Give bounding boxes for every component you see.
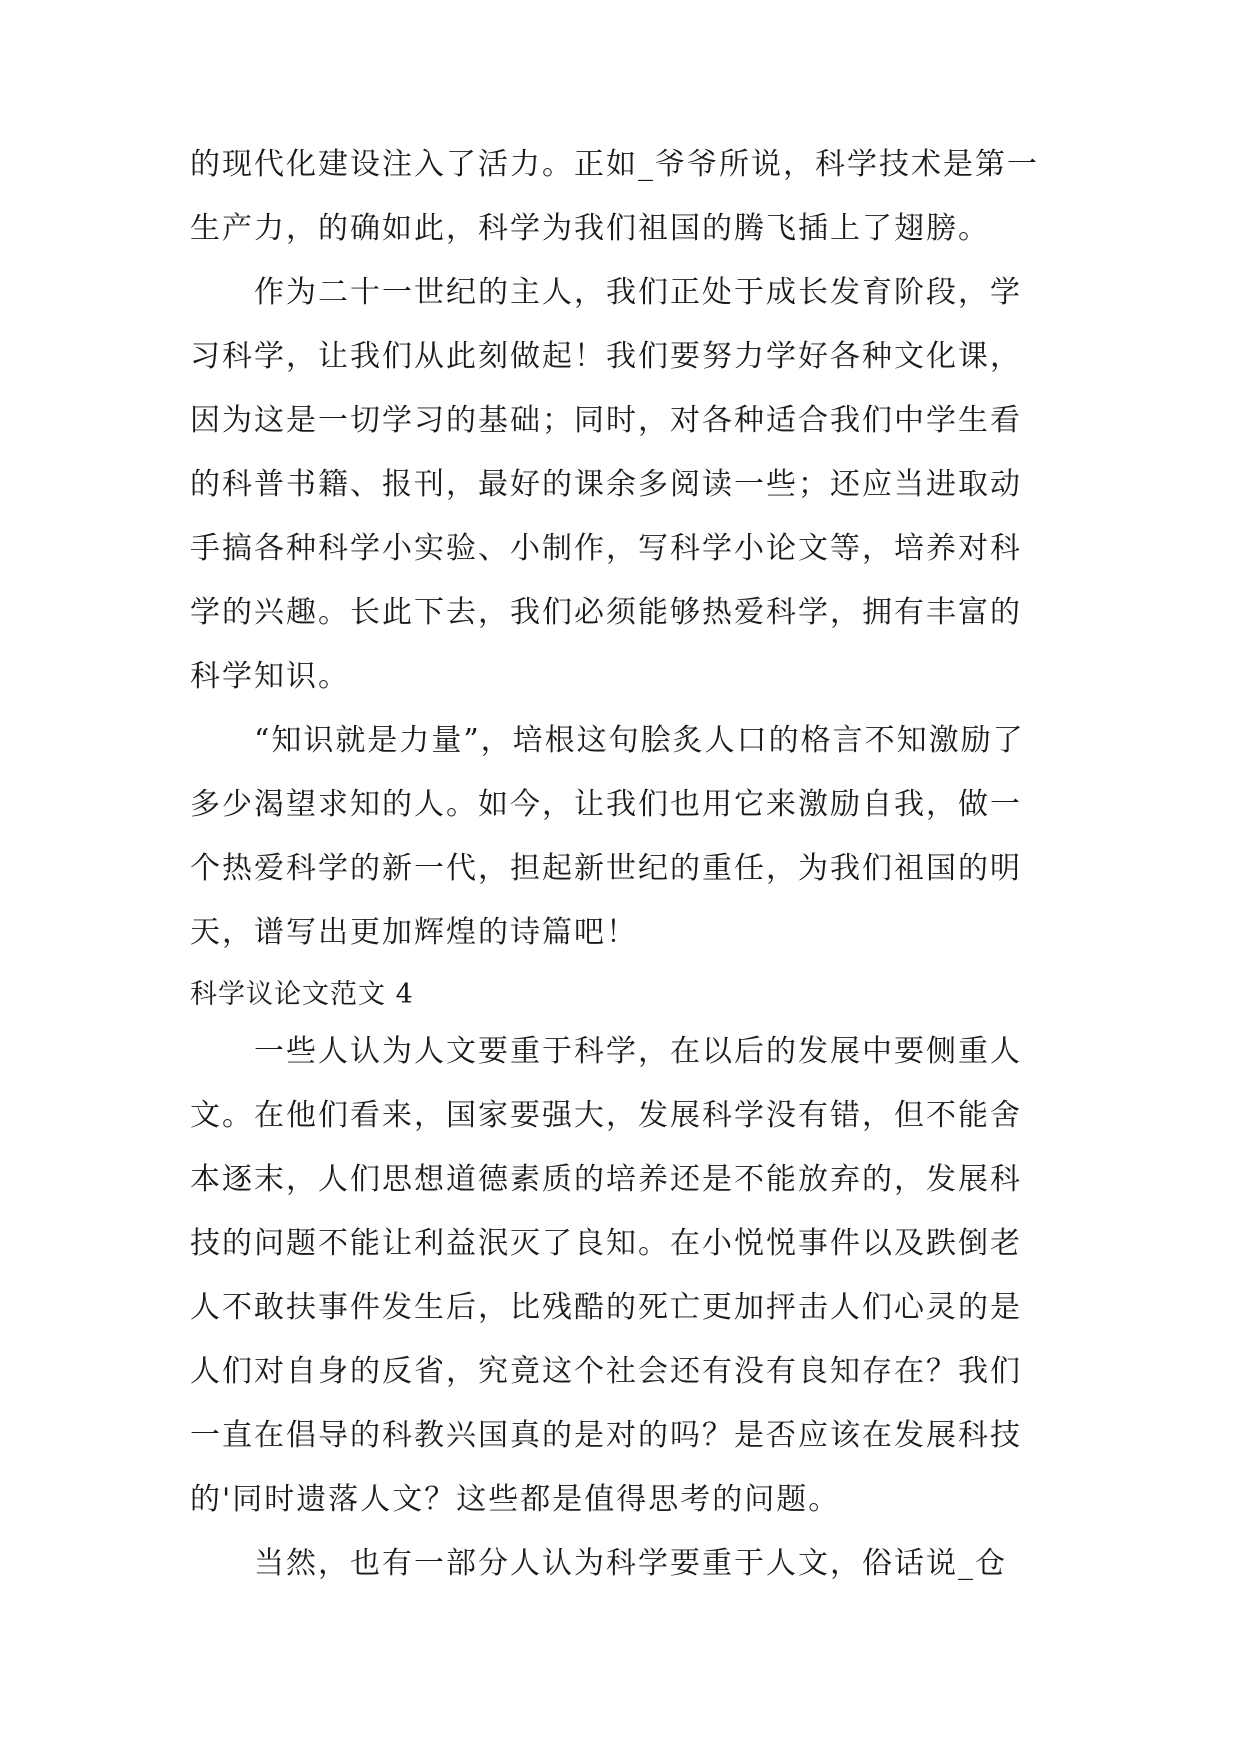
- section-heading: 科学议论文范文 4: [190, 979, 414, 1010]
- section-2-body: [190, 1020, 1050, 1596]
- paragraph-learn-science: 作为二十一世纪的主人，我们正处于成长发育阶段，学习科学，让我们从此刻做起！我们要努力学好各种文化课，因为这是一切学习的基础；同时，对各种适合我们中学生看的科普书籍、报刊，最好的课余多阅读一些；还应当进取动手搞各种科学小实验、小制作，写科学小论文等，培养对科学的兴趣。长此下去，我们必须能够热爱科学，拥有丰富的科学知识。: [190, 275, 1022, 694]
- paragraph-modernization: 的现代化建设注入了活力。正如_爷爷所说，科学技术是第一生产力，的确如此，科学为我们祖国的腾飞插上了翅膀。: [190, 147, 1039, 246]
- paragraph-knowledge-is-power: “知识就是力量”，培根这句脍炙人口的格言不知激励了多少渴望求知的人。如今，让我们也用它来激励自我，做一个热爱科学的新一代，担起新世纪的重任，为我们祖国的明天，谱写出更加辉煌的诗篇吧！: [190, 723, 1025, 950]
- paragraph-science-view: 当然，也有一部分人认为科学要重于人文，俗话说_仓: [254, 1546, 1007, 1581]
- section-1-body: [190, 133, 1050, 965]
- paragraph-humanities-view: 一些人认为人文要重于科学，在以后的发展中要侧重人文。在他们看来，国家要强大，发展科学没有错，但不能舍本逐末，人们思想道德素质的培养还是不能放弃的，发展科技的问题不能让利益泯灭了良知。在小悦悦事件以及跌倒老人不敢扶事件发生后，比残酷的死亡更加抨击人们心灵的是人们对自身的反省，究竟这个社会还有没有良知存在？我们一直在倡导的科教兴国真的是对的吗？是否应该在发展科技的'同时遗落人文？这些都是值得思考的问题。: [190, 1034, 1022, 1517]
